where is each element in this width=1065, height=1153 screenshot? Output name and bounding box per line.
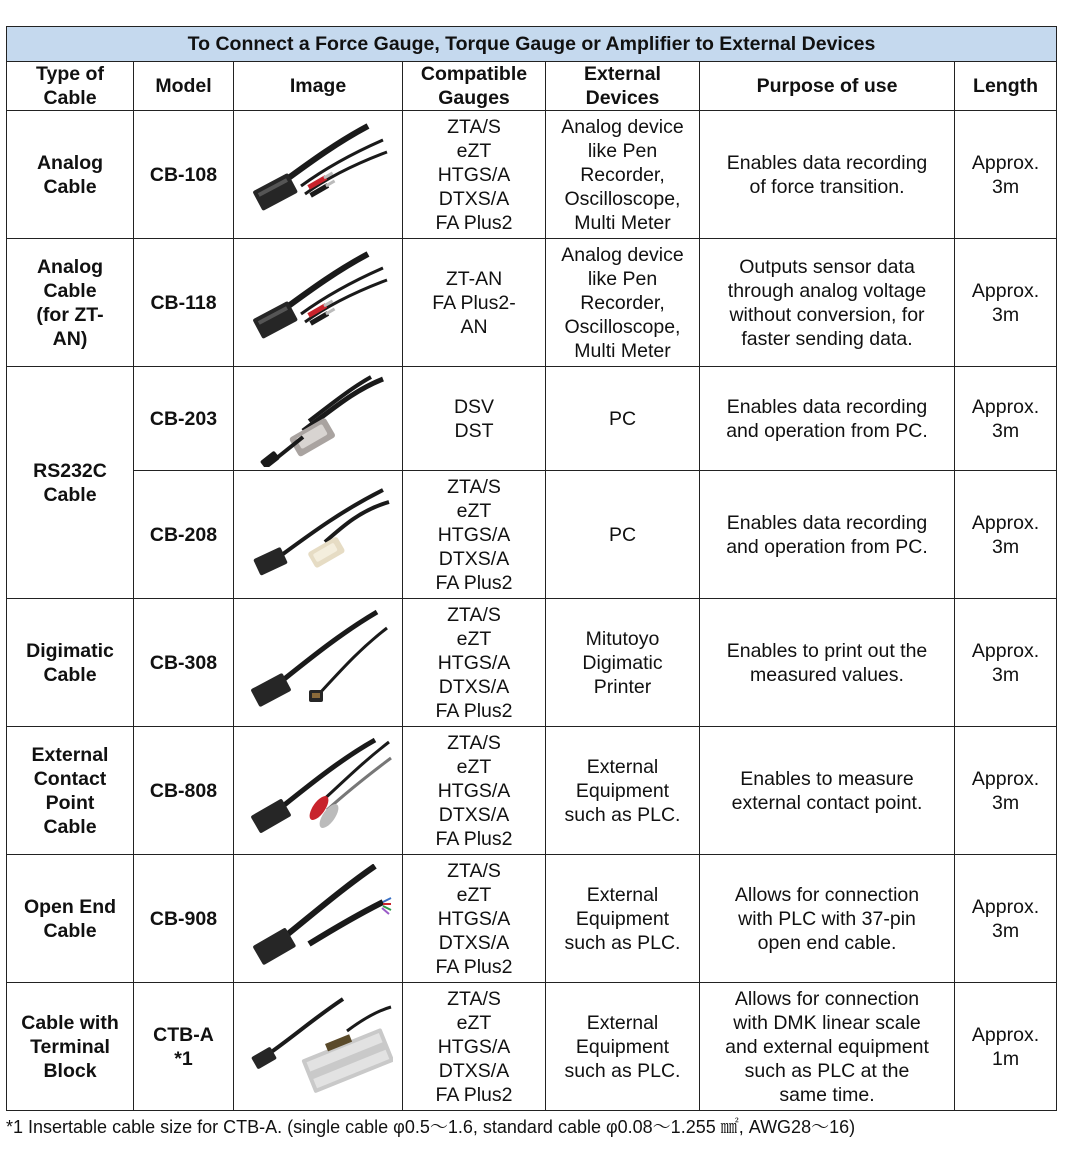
cable-dsub-connector-icon: [243, 480, 393, 590]
purpose-of-use: Enables to measure external contact point.: [700, 727, 955, 855]
table-row: [7, 471, 1057, 599]
cable-length: Approx. 3m: [955, 855, 1057, 983]
cable-terminal-block-icon: [243, 989, 393, 1105]
cable-image: [234, 983, 403, 1111]
table-row: [7, 855, 1057, 983]
cable-length: Approx. 3m: [955, 471, 1057, 599]
purpose-of-use: Enables to print out the measured values.: [700, 599, 955, 727]
model-cell: CB-203: [134, 367, 234, 471]
cable-table: [6, 26, 1057, 1111]
model-cell: CB-308: [134, 599, 234, 727]
header-purpose-of-use: Purpose of use: [700, 62, 955, 111]
header-length: Length: [955, 62, 1057, 111]
cable-digimatic-plug-icon: [243, 608, 393, 718]
compatible-gauges: ZTA/S eZT HTGS/A DTXS/A FA Plus2: [403, 983, 546, 1111]
compatible-gauges: ZTA/S eZT HTGS/A DTXS/A FA Plus2: [403, 599, 546, 727]
cable-length: Approx. 3m: [955, 727, 1057, 855]
cable-type: Analog Cable: [7, 111, 134, 239]
external-devices: Analog device like Pen Recorder, Oscilloscope, Multi Meter: [546, 239, 700, 367]
external-devices: Mitutoyo Digimatic Printer: [546, 599, 700, 727]
cable-image: [234, 599, 403, 727]
model-cell: CB-208: [134, 471, 234, 599]
cable-type: Cable with Terminal Block: [7, 983, 134, 1111]
compatible-gauges: ZTA/S eZT HTGS/A DTXS/A FA Plus2: [403, 855, 546, 983]
header-external-devices: External Devices: [546, 62, 700, 111]
model-cell: CB-908: [134, 855, 234, 983]
compatible-gauges: ZT-AN FA Plus2- AN: [403, 239, 546, 367]
table-row: [7, 111, 1057, 239]
cable-length: Approx. 3m: [955, 599, 1057, 727]
compatible-gauges: DSV DST: [403, 367, 546, 471]
cable-type: Digimatic Cable: [7, 599, 134, 727]
cable-length: Approx. 3m: [955, 367, 1057, 471]
cable-image: [234, 855, 403, 983]
header-compatible-gauges: Compatible Gauges: [403, 62, 546, 111]
purpose-of-use: Enables data recording and operation from PC.: [700, 367, 955, 471]
external-devices: External Equipment such as PLC.: [546, 855, 700, 983]
cable-type: External Contact Point Cable: [7, 727, 134, 855]
table-row: [7, 983, 1057, 1111]
cable-pen-recorder-plugs-icon: [243, 248, 393, 358]
compatible-gauges: ZTA/S eZT HTGS/A DTXS/A FA Plus2: [403, 727, 546, 855]
table-row: [7, 239, 1057, 367]
cable-image: [234, 239, 403, 367]
table-row: [7, 599, 1057, 727]
cable-type: Open End Cable: [7, 855, 134, 983]
cable-alligator-clips-icon: [243, 736, 393, 846]
compatible-gauges: ZTA/S eZT HTGS/A DTXS/A FA Plus2: [403, 111, 546, 239]
model-cell: CB-108: [134, 111, 234, 239]
external-devices: Analog device like Pen Recorder, Oscilloscope, Multi Meter: [546, 111, 700, 239]
cable-open-end-wires-icon: [243, 864, 393, 974]
external-devices: External Equipment such as PLC.: [546, 727, 700, 855]
cable-pen-recorder-plugs-icon: [243, 120, 393, 230]
header-image: Image: [234, 62, 403, 111]
header-type-of-cable: Type of Cable: [7, 62, 134, 111]
purpose-of-use: Enables data recording of force transition.: [700, 111, 955, 239]
model-cell: CTB-A *1: [134, 983, 234, 1111]
cable-length: Approx. 1m: [955, 983, 1057, 1111]
table-title: To Connect a Force Gauge, Torque Gauge or Amplifier to External Devices: [7, 27, 1057, 62]
purpose-of-use: Enables data recording and operation from PC.: [700, 471, 955, 599]
table-row: [7, 727, 1057, 855]
cable-image: [234, 111, 403, 239]
footnote: *1 Insertable cable size for CTB-A. (single cable φ0.5～1.6, standard cable φ0.08～1.255 ㎟, AWG28～16): [6, 1117, 856, 1137]
external-devices: PC: [546, 471, 700, 599]
cable-length: Approx. 3m: [955, 111, 1057, 239]
header-model: Model: [134, 62, 234, 111]
purpose-of-use: Outputs sensor data through analog voltage without conversion, for faster sending data.: [700, 239, 955, 367]
external-devices: PC: [546, 367, 700, 471]
compatible-gauges: ZTA/S eZT HTGS/A DTXS/A FA Plus2: [403, 471, 546, 599]
purpose-of-use: Allows for connection with PLC with 37-pin open end cable.: [700, 855, 955, 983]
purpose-of-use: Allows for connection with DMK linear scale and external equipment such as PLC at the same time.: [700, 983, 955, 1111]
external-devices: External Equipment such as PLC.: [546, 983, 700, 1111]
cable-type: RS232C Cable: [7, 367, 134, 599]
cable-image: [234, 367, 403, 471]
model-cell: CB-118: [134, 239, 234, 367]
cable-type: Analog Cable (for ZT- AN): [7, 239, 134, 367]
table-row: [7, 367, 1057, 471]
model-cell: CB-808: [134, 727, 234, 855]
cable-length: Approx. 3m: [955, 239, 1057, 367]
cable-image: [234, 471, 403, 599]
cable-dsub-mini-din-icon: [243, 371, 393, 467]
cable-image: [234, 727, 403, 855]
